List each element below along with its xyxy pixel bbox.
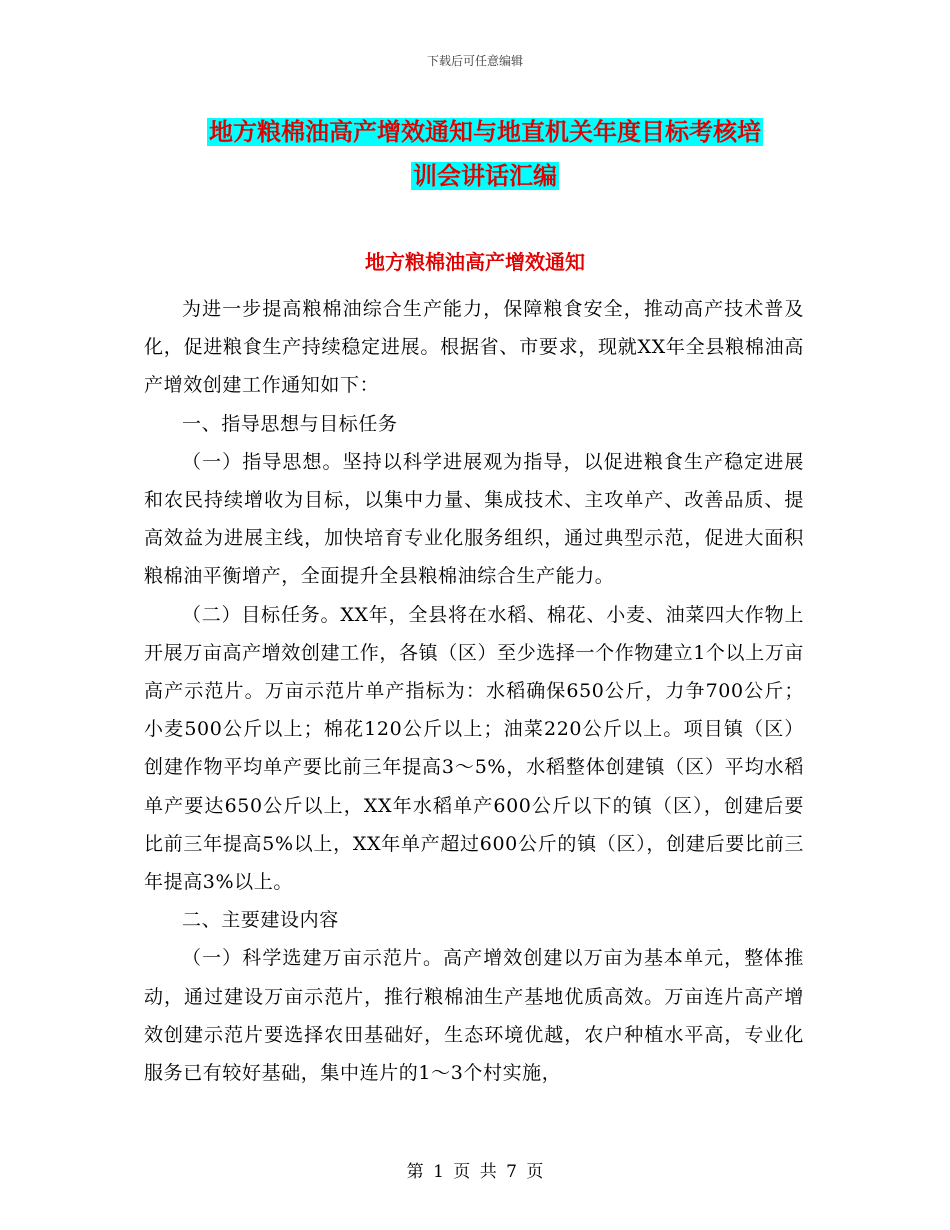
header-note: 下载后可任意编辑 bbox=[426, 54, 523, 68]
heading-main-construction: 二、主要建设内容 bbox=[182, 909, 339, 932]
paragraph-guiding-ideology: （一）指导思想。坚持以科学进展观为指导，以促进粮食生产稳定进展和农民持续增收为目标，以集中力量、集成技术、主攻单产、改善品质、提高效益为进展主线，加快培育专业化服务组织，通过典型示范，促进大面积粮棉油平衡增产，全面提升全县粮棉油综合生产能力。 bbox=[144, 450, 804, 588]
paragraph-intro: 为进一步提高粮棉油综合生产能力，保障粮食安全，推动高产技术普及化，促进粮食生产持续稳定进展。根据省、市要求，现就XX年全县粮棉油高产增效创建工作通知如下： bbox=[144, 298, 804, 397]
paragraph-goal-tasks: （二）目标任务。XX年，全县将在水稻、棉花、小麦、油菜四大作物上开展万亩高产增效创建工作，各镇（区）至少选择一个作物建立1个以上万亩高产示范片。万亩示范片单产指标为：水稻确保650公斤，力争700公斤；小麦500公斤以上；棉花120公斤以上；油菜220公斤以上。项目镇（区）创建作物平均单产要比前三年提高3～5%，水稻整体创建镇（区）平均水稻单产要达650公斤以上，XX年水稻单产600公斤以下的镇（区），创建后要比前三年提高5%以上，XX年单产超过600公斤的镇（区），创建后要比前三年提高3%以上。 bbox=[144, 603, 804, 894]
document-title bbox=[140, 110, 830, 198]
title-line-1: 地方粮棉油高产增效通知与地直机关年度目标考核培 bbox=[209, 118, 761, 146]
heading-guiding-ideology-goals: 一、指导思想与目标任务 bbox=[182, 412, 398, 435]
paragraph-demo-area: （一）科学选建万亩示范片。高产增效创建以万亩为基本单元，整体推动，通过建设万亩示范片，推行粮棉油生产基地优质高效。万亩连片高产增效创建示范片要选择农田基础好，生态环境优越，农户种植水平高，专业化服务已有较好基础，集中连片的1～3个村实施， bbox=[144, 947, 804, 1085]
page-footer: 第 1 页 共 7 页 bbox=[406, 1162, 544, 1182]
document-body bbox=[144, 290, 804, 1092]
section-title: 地方粮棉油高产增效通知 bbox=[365, 250, 585, 274]
title-line-2: 训会讲话汇编 bbox=[413, 162, 557, 190]
